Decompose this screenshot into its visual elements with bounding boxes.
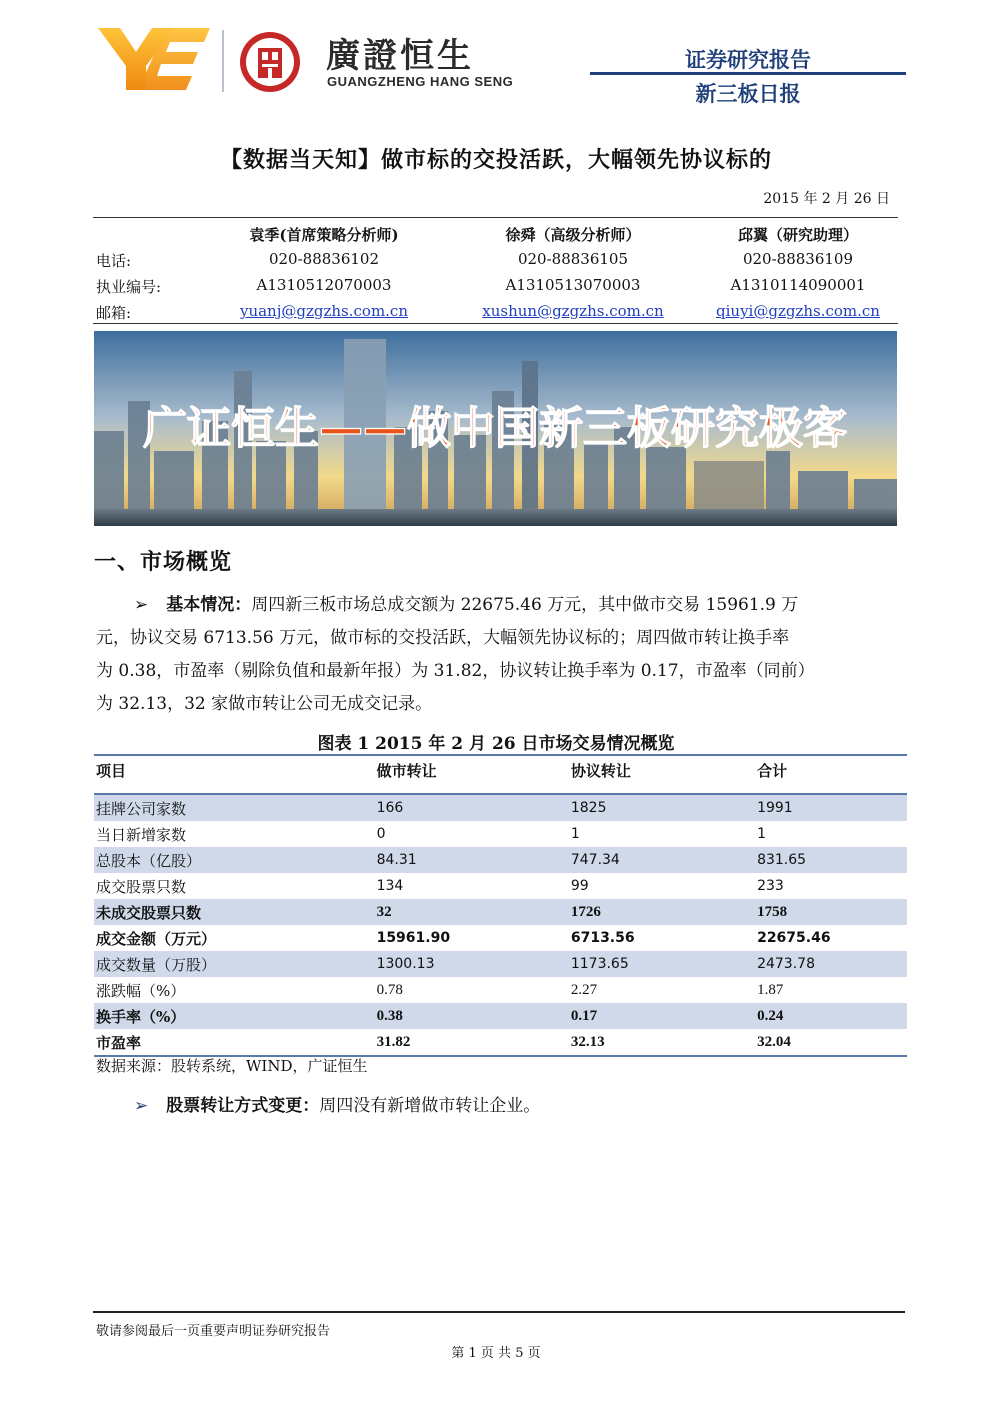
paragraph-text: 周四没有新增做市转让企业。: [319, 1096, 541, 1116]
analyst-email-link[interactable]: yuanj@gzgzhs.com.cn: [239, 302, 408, 320]
section-heading: 一、市场概览: [94, 549, 233, 575]
table-cell: 2.27: [570, 981, 598, 998]
table-cell: 1825: [570, 800, 607, 816]
table-cell: 1: [757, 826, 766, 842]
analyst-email-cell: [448, 302, 698, 320]
table-cell: 233: [757, 878, 784, 894]
table-row: [94, 951, 907, 977]
analyst-phone: 020-88836105: [517, 250, 629, 268]
table-cell: 31.82: [376, 1033, 411, 1050]
report-type: 证券研究报告: [685, 48, 811, 72]
report-date: 2015 年 2 月 26 日: [763, 191, 890, 207]
table-cell: 1: [570, 826, 580, 842]
data-source: 数据来源：股转系统，WIND，广证恒生: [96, 1057, 368, 1075]
brand-name-en: GUANGZHENG HANG SENG: [327, 74, 514, 89]
figure-caption: 图表 1 2015 年 2 月 26 日市场交易情况概览: [317, 734, 675, 754]
paragraph-line: 为 32.13，32 家做市转让公司无成交记录。: [96, 694, 433, 714]
analyst-rule: [93, 323, 898, 324]
table-cell: 涨跌幅（%）: [96, 981, 186, 1000]
banner-image: [94, 331, 897, 526]
table-cell: 2473.78: [757, 956, 815, 972]
paragraph-line: 为 0.38，市盈率（剔除负值和最新年报）为 31.82，协议转让换手率为 0.17，市盈率（同前）: [96, 661, 815, 681]
table-row: [94, 977, 907, 1003]
seal-logo-icon: [238, 30, 302, 94]
paragraph-label: 基本情况：: [166, 595, 252, 615]
analyst-name: 徐舜（高级分析师）: [505, 226, 641, 244]
table-cell: 市盈率: [96, 1033, 142, 1052]
table-cell: 84.31: [376, 852, 417, 868]
table-cell: 换手率（%）: [96, 1007, 186, 1026]
table-header: 协议转让: [570, 762, 631, 780]
table-cell: 0: [376, 826, 386, 842]
analyst-email-link[interactable]: qiuyi@gzgzhs.com.cn: [716, 302, 880, 320]
table-cell: 1173.65: [570, 956, 629, 972]
table-cell: 6713.56: [570, 930, 635, 946]
table-cell: 32.04: [757, 1033, 791, 1050]
table-cell: 未成交股票只数: [96, 903, 202, 922]
paragraph-transfer: [96, 1090, 896, 1123]
bullet-arrow-icon: ➢: [134, 1096, 149, 1116]
table-cell: 0.24: [757, 1007, 784, 1024]
analyst-license: A1310512070003: [256, 276, 392, 294]
analyst-phone: 020-88836109: [742, 250, 854, 268]
table-cell: 1300.13: [376, 956, 435, 972]
table-cell: 0.38: [376, 1007, 403, 1024]
table-cell: 99: [570, 878, 589, 894]
banner-slogan: 广证恒生——做中国新三板研究极客: [143, 403, 847, 454]
table-cell: 1.87: [757, 981, 784, 998]
table-header: 做市转让: [376, 762, 437, 780]
table-cell: 0.17: [570, 1007, 598, 1024]
table-cell: 22675.46: [757, 930, 831, 946]
table-header: 合计: [757, 762, 788, 780]
analyst-phone: 020-88836102: [268, 250, 380, 268]
table-cell: 成交股票只数: [96, 877, 187, 896]
paragraph-basic: [96, 589, 896, 721]
analyst-name: 袁季(首席策略分析师): [249, 226, 399, 244]
table-cell: 成交数量（万股）: [96, 955, 217, 974]
table-cell: 挂牌公司家数: [96, 799, 187, 818]
paragraph-line: [96, 589, 896, 622]
analyst-email-link[interactable]: xushun@gzgzhs.com.cn: [482, 302, 664, 320]
bullet-arrow-icon: ➢: [134, 595, 149, 615]
page-title: 【数据当天知】做市标的交投活跃，大幅领先协议标的: [219, 147, 772, 173]
analyst-email-cell: [698, 302, 898, 320]
table-cell: 747.34: [570, 852, 620, 868]
table-row: [94, 899, 907, 925]
paragraph-line: 元，协议交易 6713.56 万元，做市标的交投活跃，大幅领先协议标的；周四做市转让换手率: [96, 628, 790, 648]
analyst-email-cell: [200, 302, 448, 320]
report-name: 新三板日报: [695, 82, 801, 106]
table-row: [94, 1003, 907, 1029]
title-rule: [93, 217, 898, 218]
table-row: [94, 794, 907, 821]
table-row: [94, 925, 907, 951]
table-cell: 134: [376, 878, 404, 894]
table-row: [94, 873, 907, 899]
table-row: [94, 821, 907, 847]
logo-divider: [222, 30, 224, 92]
email-label: 邮箱:: [96, 304, 132, 322]
table-cell: 总股本（亿股）: [96, 851, 202, 870]
paragraph-text: 周四新三板市场总成交额为 22675.46 万元，其中做市交易 15961.9 万: [251, 595, 799, 615]
table-cell: 0.78: [376, 981, 403, 998]
page-number: 第 1 页 共 5 页: [451, 1346, 541, 1361]
brand-name-cn: 廣證恒生: [326, 36, 474, 76]
table-cell: 15961.90: [376, 930, 451, 946]
table-cell: 当日新增家数: [96, 825, 187, 844]
table-cell: 32.13: [570, 1033, 605, 1050]
table-cell: 1991: [757, 800, 793, 816]
ye-logo-icon: [98, 26, 210, 92]
table-cell: 166: [376, 800, 404, 816]
phone-label: 电话:: [96, 252, 132, 270]
table-cell: 32: [376, 903, 392, 920]
table-cell: 1726: [570, 903, 601, 920]
table-header: 项目: [96, 762, 127, 780]
table-cell: 成交金额（万元）: [96, 929, 217, 948]
table-header-row: [94, 755, 907, 794]
footer-disclaimer: 敬请参阅最后一页重要声明证券研究报告: [96, 1324, 331, 1339]
table-row: [94, 847, 907, 873]
analyst-license: A1310513070003: [505, 276, 641, 294]
header-rule: [590, 72, 906, 75]
footer-rule: [93, 1311, 905, 1313]
table-cell: 1758: [757, 903, 788, 920]
analyst-name: 邱翼（研究助理）: [737, 226, 858, 244]
market-overview-table: [94, 754, 907, 1057]
table-row: [94, 1029, 907, 1056]
license-label: 执业编号:: [96, 278, 162, 296]
analyst-license: A1310114090001: [730, 276, 866, 294]
table-cell: 831.65: [757, 852, 807, 868]
paragraph-label: 股票转让方式变更：: [166, 1096, 320, 1116]
